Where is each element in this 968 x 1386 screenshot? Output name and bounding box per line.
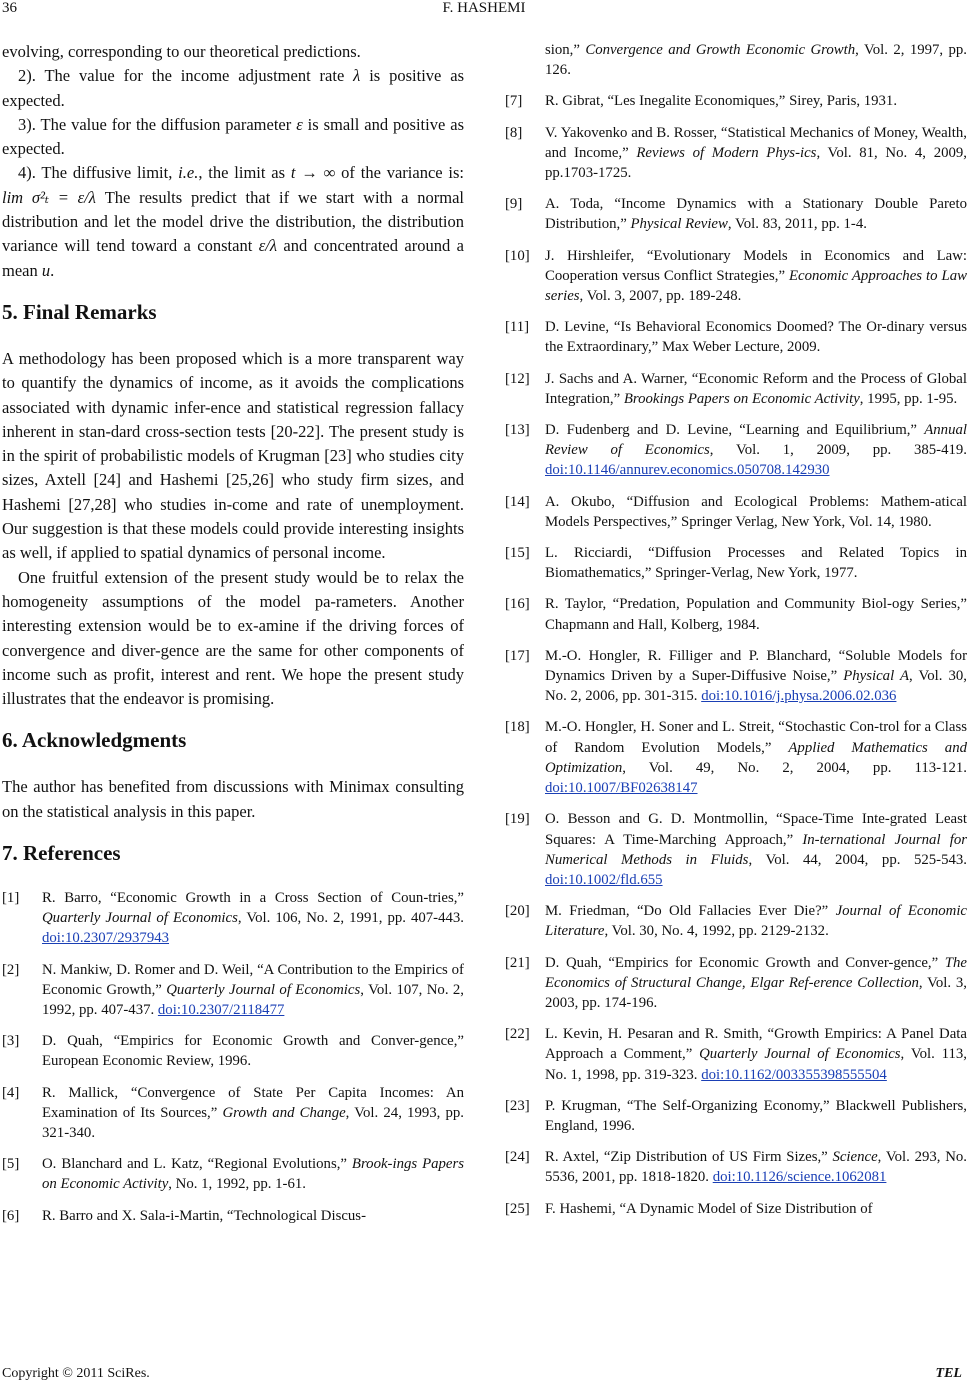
reference-item — [505, 194, 967, 234]
reference-journal: Physical Review — [630, 216, 728, 233]
references-list-left — [2, 888, 464, 1226]
reference-journal: Quarterly Journal of Economics — [166, 981, 361, 998]
reference-details: , Vol. 3, 2007, pp. 189-248. — [579, 288, 742, 305]
copyright-notice: Copyright © 2011 SciRes. — [2, 1366, 150, 1381]
paragraph-final-remarks-2: One fruitful extension of the present study would be to relax the homogeneity assumptions of the model pa-rameters. Another interesting extension would be to ex-amine if the driving forces of convergence and diver-gence are the same for other components of income such as profit, interest and rent. We hope the present study illustrates that the endeavor is promising. — [2, 567, 464, 709]
reference-text: D. Levine, “Is Behavioral Economics Doomed? The Or-dinary versus the Extraordinary,” Max Weber Lecture, 2009. — [545, 319, 967, 356]
reference-number: [20] — [505, 903, 530, 920]
reference-details: , Vol. 81, No. 4, 2009, pp.1703-1725. — [545, 144, 967, 182]
lambda-symbol: λ — [353, 66, 361, 86]
journal-abbrev: TEL — [935, 1366, 962, 1381]
point-4-text-d: The results predict that if we start with a normal distribution and let the model drive the distribution, the distribution variance will tend toward a constant — [2, 187, 465, 256]
reference-item — [505, 901, 967, 941]
reference-doi-link[interactable]: doi:10.1016/j.physa.2006.02.036 — [701, 688, 897, 705]
reference-details: , No. 1, 1992, pp. 1-61. — [168, 1176, 306, 1193]
reference-doi-link[interactable]: doi:10.1002/fld.655 — [545, 871, 663, 888]
paragraph-point-4 — [2, 161, 464, 282]
reference-details: , Vol. 1, 2009, pp. 385-419. — [709, 442, 967, 459]
reference-journal: Applied Mathematics and Optimization — [545, 739, 967, 776]
reference-number: [3] — [2, 1033, 20, 1050]
reference-text: N. Mankiw, D. Romer and D. Weil, “A Contribution to the Empirics of Economic Growth,” — [42, 961, 464, 998]
reference-number: [25] — [505, 1200, 530, 1217]
reference-text: R. Mallick, “Convergence of State Per Capita Incomes: An Examination of Its Sources,” — [42, 1084, 464, 1121]
reference-text: M. Friedman, “Do Old Fallacies Ever Die?” — [545, 903, 836, 920]
point-3-text: 3). The value for the diffusion parameter — [18, 114, 297, 134]
reference-item — [505, 543, 967, 583]
reference-item — [505, 1096, 967, 1136]
reference-number: [2] — [2, 961, 20, 978]
reference-text: V. Yakovenko and B. Rosser, “Statistical Mechanics of Money, Wealth, and Income,” — [545, 124, 967, 161]
reference-number: [21] — [505, 954, 530, 971]
reference-doi-link[interactable]: doi:10.2307/2118477 — [157, 1002, 285, 1019]
constant-expression: ε/λ — [258, 236, 277, 256]
reference-item — [505, 369, 967, 409]
reference-details: , Vol. 107, No. 2, 1992, pp. 407-437. — [42, 981, 464, 1019]
reference-text: A. Okubo, “Diffusion and Ecological Problems: Mathem-atical Models Perspectives,” Springer Verlag, New York, Vol. 14, 1980. — [545, 493, 967, 530]
reference-item — [2, 1031, 464, 1071]
reference-item — [505, 1199, 967, 1219]
reference-number: [1] — [2, 890, 20, 907]
point-4-text-e: and concentrated around a mean — [2, 236, 465, 280]
epsilon-symbol: ε — [296, 114, 303, 134]
reference-details: , Vol. 49, No. 2, 2004, pp. 113-121. — [622, 759, 967, 776]
reference-text: R. Barro and X. Sala-i-Martin, “Technological Discus- — [42, 1207, 366, 1224]
reference-details: , Vol. 106, No. 2, 1991, pp. 407-443. — [237, 910, 464, 927]
reference-journal: Economic Approaches to Law series — [545, 267, 967, 305]
reference-text: D. Quah, “Empirics for Economic Growth and Conver-gence,” — [545, 954, 945, 971]
reference-text: M.-O. Hongler, H. Soner and L. Streit, “Stochastic Con-trol for a Class of Random Evolution Models,” — [545, 719, 967, 756]
point-2-text: 2). The value for the income adjustment rate — [18, 66, 354, 86]
reference-details: , Vol. 30, No. 2, 2006, pp. 301-315. — [545, 668, 967, 705]
reference-item — [505, 91, 967, 111]
reference-details: , Vol. 24, 1993, pp. 321-340. — [42, 1104, 464, 1142]
paragraph-final-remarks-1: A methodology has been proposed which is a more transparent way to quantify the dynamics of income, as it avoids the complications associated with dynamic infer-ence and statistical regression fallacy inherent in stan-dard cross-section tests [20-22]. The present study is in the spirit of probabilistic models of Krugman [23] who studies city sizes, Axtell [24] and Hashemi [25,26] who study firm sizes, and Hashemi [27,28] who studies in-come and rate of unemployment. Our suggestion is that these models could provide interesting insights as well, if applied to spatial dynamics of personal income. — [2, 348, 464, 563]
reference-details: , 1995, pp. 1-95. — [859, 390, 958, 407]
reference-item — [505, 717, 967, 798]
reference-text: sion,” — [545, 42, 586, 58]
reference-details: , Vol. 83, 2011, pp. 1-4. — [727, 216, 867, 233]
reference-number: [15] — [505, 545, 530, 562]
section-heading-references: 7. References — [2, 841, 121, 866]
reference-item — [2, 1154, 464, 1194]
reference-item — [2, 1083, 464, 1144]
reference-doi-link[interactable]: doi:10.1007/BF02638147 — [545, 780, 698, 797]
left-column — [2, 40, 464, 1237]
reference-text: D. Quah, “Empirics for Economic Growth and Conver-gence,” European Economic Review, 1996. — [42, 1033, 464, 1070]
reference-journal: Convergence and Growth Economic Growth — [585, 42, 856, 58]
reference-journal: Brookings Papers on Economic Activity — [623, 390, 860, 407]
reference-journal: In-ternational Journal for Numerical Methods in Fluids — [545, 831, 967, 868]
reference-text: L. Ricciardi, “Diffusion Processes and Related Topics in Biomathematics,” Springer-Verlag, New York, 1977. — [545, 545, 967, 582]
page-number: 36 — [2, 0, 17, 16]
reference-details: , Vol. 113, No. 1, 1998, pp. 319-323. — [545, 1046, 968, 1083]
reference-details: , Vol. 3, 2003, pp. 174-196. — [545, 974, 967, 1011]
reference-details: , Vol. 2, 1997, pp. 126. — [545, 42, 967, 79]
reference-details: , Vol. 293, No. 5536, 2001, pp. 1818-1820. — [545, 1149, 967, 1186]
reference-text: O. Besson and G. D. Montmollin, “Space-Time Inte-grated Least Squares: A Time-Marching Approach,” — [545, 811, 967, 848]
reference-item — [505, 123, 967, 184]
point-3-text-end: is small and positive as expected. — [2, 114, 464, 159]
reference-number: [18] — [505, 719, 530, 736]
reference-number: [4] — [2, 1084, 20, 1101]
reference-text: R. Gibrat, “Les Inegalite Economiques,” Sirey, Paris, 1931. — [545, 93, 898, 110]
reference-item — [505, 594, 967, 634]
reference-item — [505, 420, 967, 481]
reference-number: [5] — [2, 1156, 20, 1173]
running-head: F. HASHEMI — [442, 0, 526, 16]
reference-doi-link[interactable]: doi:10.1146/annurev.economics.050708.142930 — [545, 462, 830, 479]
reference-number: [23] — [505, 1097, 530, 1114]
reference-number: [11] — [505, 319, 530, 336]
paragraph-point-2 — [2, 64, 464, 113]
point-4-text: 4). The diffusive limit, — [18, 163, 179, 183]
reference-journal: Quarterly Journal of Economics — [699, 1046, 901, 1063]
paragraph-acknowledgments: The author has benefited from discussions with Minimax consulting on the statistical analysis in this paper. — [2, 777, 464, 821]
reference-number: [9] — [505, 196, 523, 213]
reference-text: R. Taylor, “Predation, Population and Community Biol-ogy Series,” Chapmann and Hall, Kolberg, 1984. — [545, 596, 967, 633]
reference-text: J. Hirshleifer, “Evolutionary Models in Economics and Law: Cooperation versus Conflict Strategies,” — [545, 247, 967, 284]
reference-item — [505, 492, 967, 532]
reference-text: R. Axtel, “Zip Distribution of US Firm Sizes,” — [545, 1149, 833, 1166]
reference-text: D. Fudenberg and D. Levine, “Learning and Equilibrium,” — [545, 422, 925, 439]
reference-item — [2, 888, 464, 949]
mean-symbol: u — [41, 260, 51, 280]
reference-number: [12] — [505, 370, 530, 387]
reference-number: [8] — [505, 124, 523, 141]
reference-journal: Growth and Change — [222, 1104, 346, 1121]
reference-item — [505, 317, 967, 357]
reference-text: F. Hashemi, “A Dynamic Model of Size Distribution of — [545, 1200, 873, 1217]
reference-journal: Annual Review of Economics — [545, 422, 967, 459]
reference-number: [17] — [505, 647, 530, 664]
reference-journal: Journal of Economic Literature — [545, 903, 968, 940]
point-4-text-c: of the variance is: — [335, 163, 464, 183]
reference-item — [505, 1024, 967, 1085]
section-heading-acknowledgments: 6. Acknowledgments — [2, 728, 187, 753]
reference-doi-link[interactable]: doi:10.2307/2937943 — [42, 930, 170, 947]
reference-number: [10] — [505, 247, 530, 264]
reference-journal: Reviews of Modern Phys-ics — [636, 144, 817, 161]
reference-text: J. Sachs and A. Warner, “Economic Reform and the Process of Global Integration,” — [545, 370, 967, 407]
reference-journal: Quarterly Journal of Economics — [42, 910, 238, 927]
reference-journal: The Economics of Structural Change, Elgar Ref-erence Collection — [545, 954, 967, 991]
point-2-text-end: is positive as expected. — [2, 66, 464, 110]
point-4-text-b: , the limit as — [198, 163, 291, 183]
reference-details: , Vol. 30, No. 4, 1992, pp. 2129-2132. — [604, 923, 829, 940]
references-list-right — [505, 40, 967, 1219]
ie-abbrev: i.e. — [178, 163, 199, 183]
paragraph-intro: evolving, corresponding to our theoretical predictions. — [2, 42, 361, 61]
reference-journal: Physical A — [843, 668, 909, 685]
point-4-text-f: . — [50, 260, 55, 280]
reference-doi-link[interactable]: doi:10.1126/science.1062081 — [712, 1169, 887, 1186]
reference-item — [505, 246, 967, 307]
reference-item — [505, 953, 967, 1014]
reference-number: [14] — [505, 493, 530, 510]
reference-number: [16] — [505, 596, 530, 613]
reference-text: A. Toda, “Income Dynamics with a Stationary Double Pareto Distribution,” — [545, 196, 967, 233]
reference-journal: Science — [832, 1149, 878, 1166]
reference-text: P. Krugman, “The Self-Organizing Economy,” Blackwell Publishers, England, 1996. — [545, 1097, 967, 1134]
reference-doi-link[interactable]: doi:10.1162/003355398555504 — [701, 1066, 887, 1083]
reference-item — [505, 646, 967, 707]
reference-number: [13] — [505, 422, 530, 439]
reference-text: L. Kevin, H. Pesaran and R. Smith, “Growth Empirics: A Panel Data Approach a Comment,” — [545, 1026, 967, 1063]
reference-item — [2, 1206, 464, 1226]
reference-item — [505, 809, 967, 890]
reference-item — [2, 960, 464, 1021]
reference-item — [505, 1147, 967, 1187]
reference-journal: Brook-ings Papers on Economic Activity — [42, 1156, 464, 1193]
reference-number: [24] — [505, 1149, 530, 1166]
reference-details: , Vol. 44, 2004, pp. 525-543. — [748, 851, 967, 868]
right-column — [505, 40, 967, 1230]
reference-text: O. Blanchard and L. Katz, “Regional Evolutions,” — [42, 1156, 352, 1173]
limit-expression: t → ∞ — [290, 163, 336, 183]
reference-number: [7] — [505, 93, 523, 110]
variance-limit-formula: lim σ²ₜ = ε/λ — [2, 187, 96, 207]
reference-text: R. Barro, “Economic Growth in a Cross Section of Coun-tries,” — [42, 890, 464, 907]
reference-number: [22] — [505, 1026, 530, 1043]
section-heading-final-remarks: 5. Final Remarks — [2, 299, 157, 324]
paragraph-point-3 — [2, 113, 464, 162]
reference-text: M.-O. Hongler, R. Filliger and P. Blanchard, “Soluble Models for Dynamics Driven by a Super-Diffusive Noise,” — [545, 647, 967, 685]
reference-number: [6] — [2, 1207, 20, 1224]
reference-number: [19] — [505, 811, 530, 828]
reference-item — [505, 40, 967, 80]
